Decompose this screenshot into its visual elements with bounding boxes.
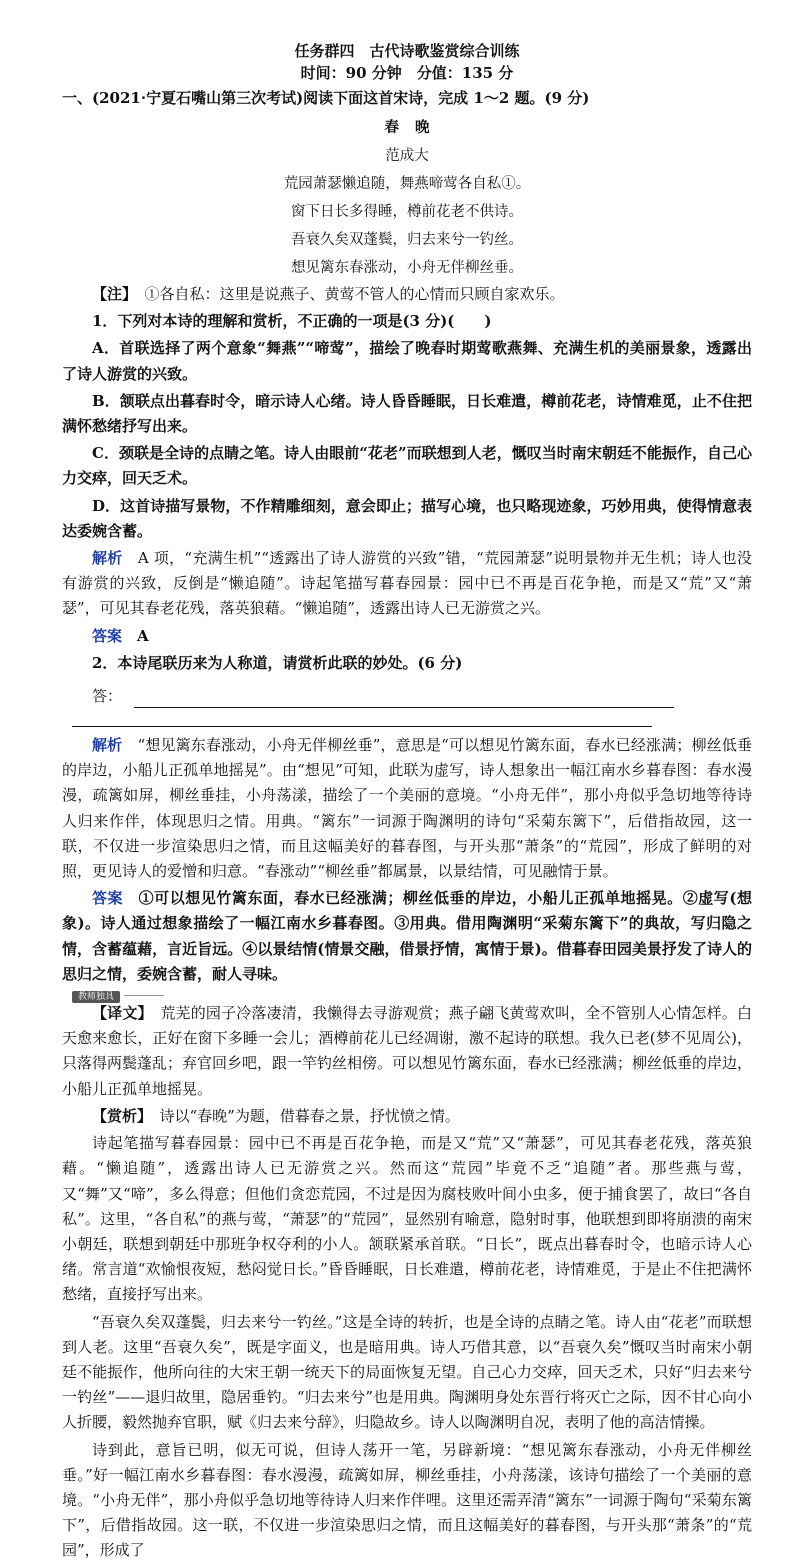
question-2-answer (62, 886, 752, 987)
poem-title: 春晚 (384, 119, 446, 136)
analysis-label: 解析 (92, 736, 123, 755)
appreciation-paragraph: 诗到此，意旨已明，似无可说，但诗人荡开一笔，另辟新境：“想见篱东春涨动，小舟无伴柳丝垂。”好一幅江南水乡暮春图：春水漫漫，疏篱如屏，柳丝垂挂，小舟荡漾，该诗句描绘了一个美丽的意境。“小舟无伴”，那小舟似乎急切地等待诗人归来作伴哩。这里还需弄清“篱东”一词源于陶句“采菊东篱下”，后借指故园。这一联，不仅进一步渲染思归之情，而且这幅美好的暮春图，与开头那“萧条”的“荒园”，形成了 (62, 1440, 752, 1560)
question-2-stem: 2．本诗尾联历来为人称道，请赏析此联的妙处。(6 分) (92, 653, 463, 672)
analysis-text: A 项，“充满生机”“透露出了诗人游赏的兴致”错，“荒园萧瑟”说明景物并无生机；诗人也没有游赏的兴致，反倒是“懒追随”。诗起笔描写暮春园景：园中已不再是百花争艳，而是又“荒”又“萧瑟”，可见其春老花残，落英狼藉。“懒追随”，透露出诗人已无游赏之兴。 (62, 549, 752, 618)
answer-blank (62, 684, 752, 708)
document-page (62, 40, 752, 1566)
appreciation-paragraph: “吾衰久矣双蓬鬓，归去来兮一钓丝。”这是全诗的转折，也是全诗的点睛之笔。诗人由“花老”而联想到人老。这里“吾衰久矣”，既是字面义，也是暗用典。诗人巧借其意，以“吾衰久矣”慨叹当时南宋小朝廷不能振作，他所向往的大宋王朝一统天下的局面恢复无望。自己心力交瘁，回天乏术，只好“归去来兮一钓丝”——退归故里，隐居垂钓。“归去来兮”也是用典。陶渊明身处东晋行将灭亡之际，因不甘心向小人折腰，毅然抛弃官职，赋《归去来兮辞》，归隐故乡。诗人以陶渊明自况，表明了他的高洁情操。 (62, 1312, 752, 1432)
analysis-text: “想见篱东春涨动，小舟无伴柳丝垂”，意思是“可以想见竹篱东面，春水已经涨满；柳丝低垂的岸边，小船儿正孤单地摇晃”。由“想见”可知，此联为虚写，诗人想象出一幅江南水乡暮春图：春水漫漫，疏篱如屏，柳丝垂挂，小舟荡漾，描绘了一个美丽的意境。“小舟无伴”，那小舟似乎急切地等待诗人归来作伴，体现思归之情。用典。“篱东”一词源于陶渊明的诗句“采菊东篱下”，后借指故园，这一联，不仅进一步渲染思归之情，而且这幅美好的暮春图，与开头那“萧条”的“荒园”，形成了鲜明的对照，更见诗人的爱憎和归意。“春涨动”“柳丝垂”都属景，以景结情，可见融情于景。 (62, 736, 752, 881)
answer-label: 答案 (92, 889, 124, 908)
poem-note (62, 282, 752, 307)
poem-line: 窗下日长多得睡，樽前花老不供诗。 (291, 204, 523, 220)
analysis-label: 解析 (92, 549, 123, 568)
option-a: A．首联选择了两个意象“舞燕”“啼莺”，描绘了晚春时期莺歌燕舞、充满生机的美丽景象，透露出了诗人游赏的兴致。 (62, 339, 752, 383)
poem-line: 想见篱东春涨动，小舟无伴柳丝垂。 (291, 260, 523, 276)
question-2-analysis (62, 733, 752, 884)
teacher-badge: 教师独具 (72, 991, 120, 1003)
question-1-stem: 1．下列对本诗的理解和赏析，不正确的一项是(3 分)( ) (92, 312, 492, 331)
badge-divider (124, 995, 164, 996)
note-text: ①各自私：这里是说燕子、黄莺不管人的心情而只顾自家欢乐。 (129, 285, 565, 303)
answer-input-line[interactable] (134, 691, 674, 708)
answer-text: A (122, 626, 149, 645)
answer-label: 答案 (92, 626, 123, 645)
answer-input-line-2[interactable] (72, 726, 652, 727)
section-heading: 一、(2021·宁夏石嘴山第三次考试)阅读下面这首宋诗，完成 1～2 题。(9 分) (62, 89, 590, 107)
question-1-analysis (62, 546, 752, 622)
note-label: 【注】 (92, 285, 130, 303)
option-b: B．颔联点出暮春时令，暗示诗人心绪。诗人昏昏睡眠，日长难遣，樽前花老，诗情难觅，止不住把满怀愁绪抒写出来。 (62, 391, 752, 436)
translation (62, 1001, 752, 1102)
poem-author: 范成大 (385, 148, 429, 164)
teacher-badge-bar (62, 989, 752, 1001)
appreciation-text: 诗以“春晚”为题，借暮春之景，抒忧愤之情。 (144, 1106, 460, 1125)
answer-text: ①可以想见竹篱东面，春水已经涨满；柳丝低垂的岸边，小船儿正孤单地摇晃。②虚写(想象)。诗人通过想象描绘了一幅江南水乡暮春图。③用典。借用陶渊明“采菊东篱下”的典故，写归隐之情，含蓄蕴藉，言近旨远。④以景结情(情景交融，借景抒情，寓情于景)。借暮春田园美景抒发了诗人的思归之情，委婉含蓄，耐人寻味。 (62, 889, 752, 983)
translation-label: 【译文】 (92, 1004, 146, 1023)
answer-prompt: 答： (92, 687, 123, 706)
poem-line: 荒园萧瑟懒追随，舞燕啼莺各自私①。 (283, 176, 531, 192)
appreciation (62, 1104, 752, 1129)
option-d: D．这首诗描写景物，不作精雕细刻，意会即止；描写心境，也只略现迹象，巧妙用典，使得情意表达委婉含蓄。 (62, 496, 752, 540)
translation-text: 荒芜的园子冷落凄清，我懒得去寻游观赏；燕子翩飞黄莺欢叫，全不管别人心情怎样。白天愈来愈长，正好在窗下多睡一会儿；酒樽前花儿已经凋谢，激不起诗的联想。我久已老(梦不见周公)，只落得两鬓蓬乱；弃官回乡吧，跟一竿钓丝相傍。可以想见竹篱东面，春水已经涨满；柳丝低垂的岸边，小船儿正孤单地摇晃。 (62, 1004, 753, 1098)
question-1-answer (62, 624, 752, 649)
appreciation-paragraph: 诗起笔描写暮春园景：园中已不再是百花争艳，而是又“荒”又“萧瑟”，可见其春老花残，落英狼藉。“懒追随”，透露出诗人已无游赏之兴。然而这“荒园”毕竟不乏“追随”者。那些燕与莺，又“舞”又“啼”，多么得意；但他们贪恋荒园，不过是因为腐枝败叶间小虫多，便于捕食罢了，故曰“各自私”。这里，“各自私”的燕与莺，“萧瑟”的“荒园”，显然别有喻意，隐射时事，他联想到即将崩溃的南宋小朝廷，联想到朝廷中那班争权夺利的小人。颔联紧承首联。“日长”，既点出暮春时令，也暗示诗人心绪。常言道“欢愉恨夜短，愁闷觉日长。”昏昏睡眠，日长难遣，樽前花老，诗情难觅，于是止不住把满怀愁绪，直接抒写出来。 (62, 1134, 752, 1304)
document-title: 任务群四 古代诗歌鉴赏综合训练 (294, 42, 520, 60)
time-score-info: 时间：90 分钟 分值：135 分 (300, 64, 514, 82)
appreciation-label: 【赏析】 (92, 1106, 145, 1125)
poem-line: 吾衰久矣双蓬鬓，归去来兮一钓丝。 (291, 232, 523, 248)
option-c: C．颈联是全诗的点睛之笔。诗人由眼前“花老”而联想到人老，慨叹当时南宋朝廷不能振作，自己心力交瘁，回天乏术。 (62, 444, 752, 488)
